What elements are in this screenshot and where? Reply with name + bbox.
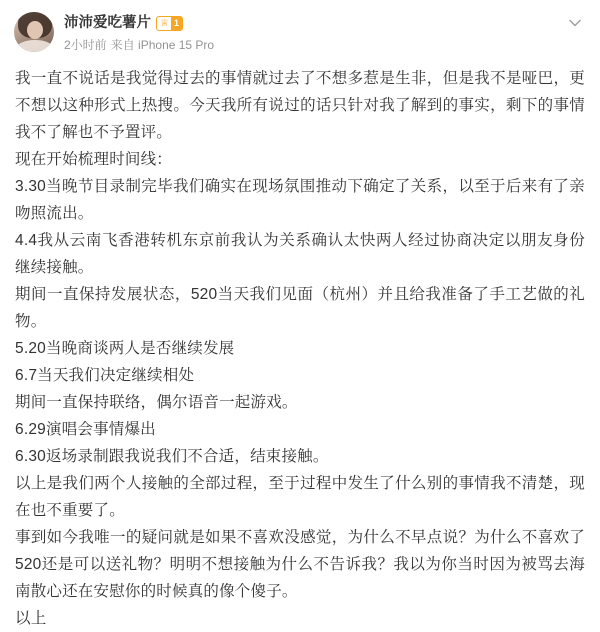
avatar[interactable]: [14, 12, 54, 52]
post-paragraph: 期间一直保持发展状态，520当天我们见面（杭州）并且给我准备了手工艺做的礼物。: [15, 286, 585, 330]
post-source-device[interactable]: iPhone 15 Pro: [138, 38, 215, 52]
author-name[interactable]: 沛沛爱吃薯片: [64, 15, 151, 31]
post-paragraph: 我一直不说话是我觉得过去的事情就过去了不想多惹是生非，但是我不是哑巴，更不想以这种形式上热搜。今天我所有说过的话只针对我了解到的事实，剩下的事情我不了解也不予置评。: [15, 70, 585, 141]
crown-icon: ♕: [160, 17, 169, 29]
post-paragraph: 以上: [15, 610, 47, 627]
avatar-body: [16, 40, 54, 52]
post-paragraph: 6.30返场录制跟我说我们不合适，结束接触。: [15, 448, 329, 465]
post-timestamp: 2小时前: [64, 38, 107, 52]
post-paragraph: 以上是我们两个人接触的全部过程，至于过程中发生了什么别的事情我不清楚，现在也不重要了。: [15, 475, 585, 519]
post-meta: [64, 12, 586, 53]
post-submeta: [64, 37, 586, 53]
post-paragraph: 6.7当天我们决定继续相处: [15, 367, 195, 384]
vip-badge[interactable]: [156, 16, 183, 31]
post-source: [111, 37, 214, 53]
avatar-face: [27, 21, 43, 39]
post-paragraph: 事到如今我唯一的疑问就是如果不喜欢没感觉，为什么不早点说？为什么不喜欢了520还是可以送礼物？明明不想接触为什么不告诉我？我以为你当时因为被骂去海南散心还在安慰你的时候真的像个傻子。: [15, 529, 585, 600]
post-paragraph: 4.4我从云南飞香港转机东京前我认为关系确认太快两人经过协商决定以朋友身份继续接触。: [15, 232, 585, 276]
vip-level: 1: [171, 17, 182, 30]
post-header: [14, 10, 586, 59]
author-row: [64, 13, 586, 33]
post-source-prefix: 来自: [110, 38, 135, 52]
chevron-down-icon[interactable]: [566, 14, 584, 32]
post-paragraph: 6.29演唱会事情爆出: [15, 421, 156, 438]
post-content: [14, 59, 586, 632]
post-paragraph: 5.20当晚商谈两人是否继续发展: [15, 340, 235, 357]
post-paragraph: 现在开始梳理时间线：: [15, 151, 173, 168]
post-paragraph: 3.30当晚节目录制完毕我们确实在现场氛围推动下确定了关系，以至于后来有了亲吻照流出。: [15, 178, 585, 222]
post-paragraph: 期间一直保持联络，偶尔语音一起游戏。: [15, 394, 298, 411]
